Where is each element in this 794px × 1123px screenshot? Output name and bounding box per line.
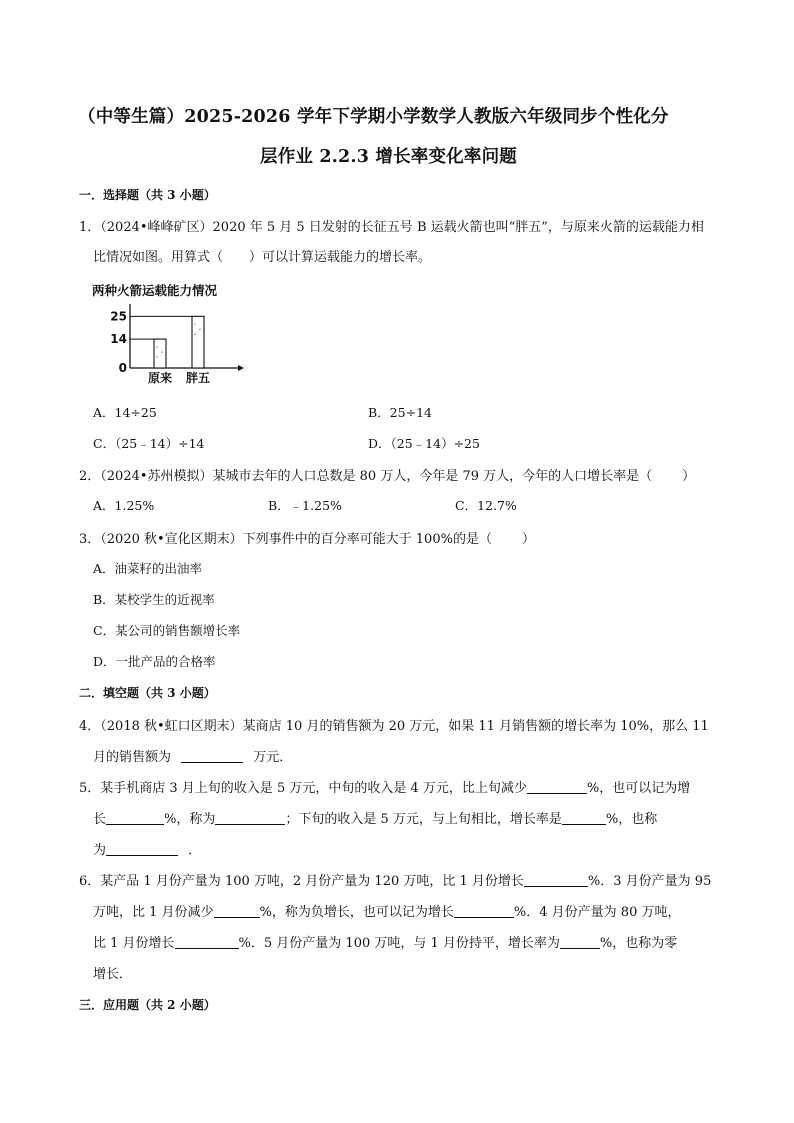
question-3-option-c[interactable]: C．某公司的销售额增长率: [93, 623, 241, 638]
question-1-option-b[interactable]: B．25÷14: [368, 405, 432, 420]
answer-blank[interactable]: [175, 934, 239, 949]
question-5-text-line-2: 长 %，称为 ；下旬的收入是 5 万元，与上旬相比，增长率是 %，也称: [93, 812, 658, 827]
question-6-text: 6．某产品 1 月份产量为 100 万吨，2 月份产量为 120 万吨，比 1 月份增长 %．3 月份产量为 95: [79, 874, 712, 889]
chart-bar-texture-dot: [199, 329, 200, 330]
answer-blank[interactable]: [214, 903, 260, 918]
chart-bar-texture-dot: [194, 334, 195, 335]
section-heading-choice: 一．选择题（共 3 小题）: [79, 188, 216, 202]
question-4-text-line-2: 月的销售额为 万元．: [93, 750, 293, 765]
answer-blank[interactable]: [181, 748, 243, 763]
answer-blank[interactable]: [560, 934, 600, 949]
answer-blank[interactable]: [562, 810, 606, 825]
answer-blank[interactable]: [524, 872, 588, 887]
chart-y-tick-label: 0: [118, 361, 127, 375]
question-6-text-line-4: 增长．: [93, 967, 133, 982]
question-1-text: 1．（2024•峰峰矿区）2020 年 5 月 5 日发射的长征五号 B 运载火箭也叫“胖五”，与原来火箭的运载能力相: [79, 220, 704, 235]
answer-blank[interactable]: [527, 779, 587, 794]
question-2-text: 2．（2024•苏州模拟）某城市去年的人口总数是 80 万人，今年是 79 万人，今年的人口增长率是（ ）: [79, 469, 696, 484]
answer-blank[interactable]: [454, 903, 514, 918]
question-5-text: 5．某手机商店 3 月上旬的收入是 5 万元，中旬的收入是 4 万元，比上旬减少 %，也可以记为增: [79, 781, 691, 796]
chart-category-label: 原来: [147, 371, 173, 385]
question-3-option-d[interactable]: D．一批产品的合格率: [93, 654, 216, 669]
answer-blank[interactable]: [106, 841, 178, 856]
question-4-text: 4．（2018 秋•虹口区期末）某商店 10 月的销售额为 20 万元，如果 11 月销售额的增长率为 10%，那么 11: [79, 719, 709, 734]
chart-category-label: 胖五: [185, 371, 211, 385]
question-5-text-line-3: 为 ．: [93, 843, 202, 858]
chart-y-tick-label: 14: [110, 332, 127, 347]
question-6-text-line-3: 比 1 月份增长 %．5 月份产量为 100 万吨，与 1 月份持平，增长率为 %，也称为零: [93, 936, 678, 951]
chart-title: 两种火箭运载能力情况: [92, 283, 218, 298]
question-2-option-a[interactable]: A．1.25%: [93, 498, 155, 513]
chart-bar-texture-dot: [156, 356, 157, 357]
chart-svg: [88, 278, 258, 390]
chart-bar-texture-dot: [156, 346, 157, 347]
chart-bar: [192, 316, 204, 368]
page-title-line-2: 层作业 2.2.3 增长率变化率问题: [260, 147, 517, 167]
question-6-text-line-2: 万吨，比 1 月份减少 %，称为负增长，也可以记为增长 %．4 月份产量为 80 万吨，: [93, 905, 681, 920]
page-title-line-1: （中等生篇）2025-2026 学年下学期小学数学人教版六年级同步个性化分: [78, 107, 669, 127]
chart-bar-texture-dot: [161, 351, 162, 352]
section-heading-fill: 二．填空题（共 3 小题）: [79, 686, 216, 700]
question-2-option-b[interactable]: B．﹣1.25%: [268, 498, 342, 513]
question-1-option-a[interactable]: A．14÷25: [93, 405, 157, 420]
question-1-option-d[interactable]: D．（25﹣14）÷25: [368, 436, 480, 451]
chart-x-axis-arrow: [238, 365, 244, 371]
question-3-option-a[interactable]: A．油菜籽的出油率: [93, 561, 203, 576]
section-heading-application: 三．应用题（共 2 小题）: [79, 998, 216, 1012]
question-2-option-c[interactable]: C．12.7%: [455, 498, 517, 513]
answer-blank[interactable]: [106, 810, 164, 825]
chart-y-tick-label: 25: [110, 309, 127, 324]
rocket-capacity-chart: [88, 278, 258, 390]
question-1-option-c[interactable]: C．（25﹣14）÷14: [93, 436, 205, 451]
question-3-option-b[interactable]: B．某校学生的近视率: [93, 592, 215, 607]
question-3-text: 3．（2020 秋•宣化区期末）下列事件中的百分率可能大于 100%的是（ ）: [79, 532, 535, 547]
chart-bar-texture-dot: [194, 324, 195, 325]
question-1-text-line-2: 比情况如图。用算式（ ）可以计算运载能力的增长率。: [93, 250, 432, 265]
answer-blank[interactable]: [215, 810, 285, 825]
chart-bar: [154, 339, 166, 368]
